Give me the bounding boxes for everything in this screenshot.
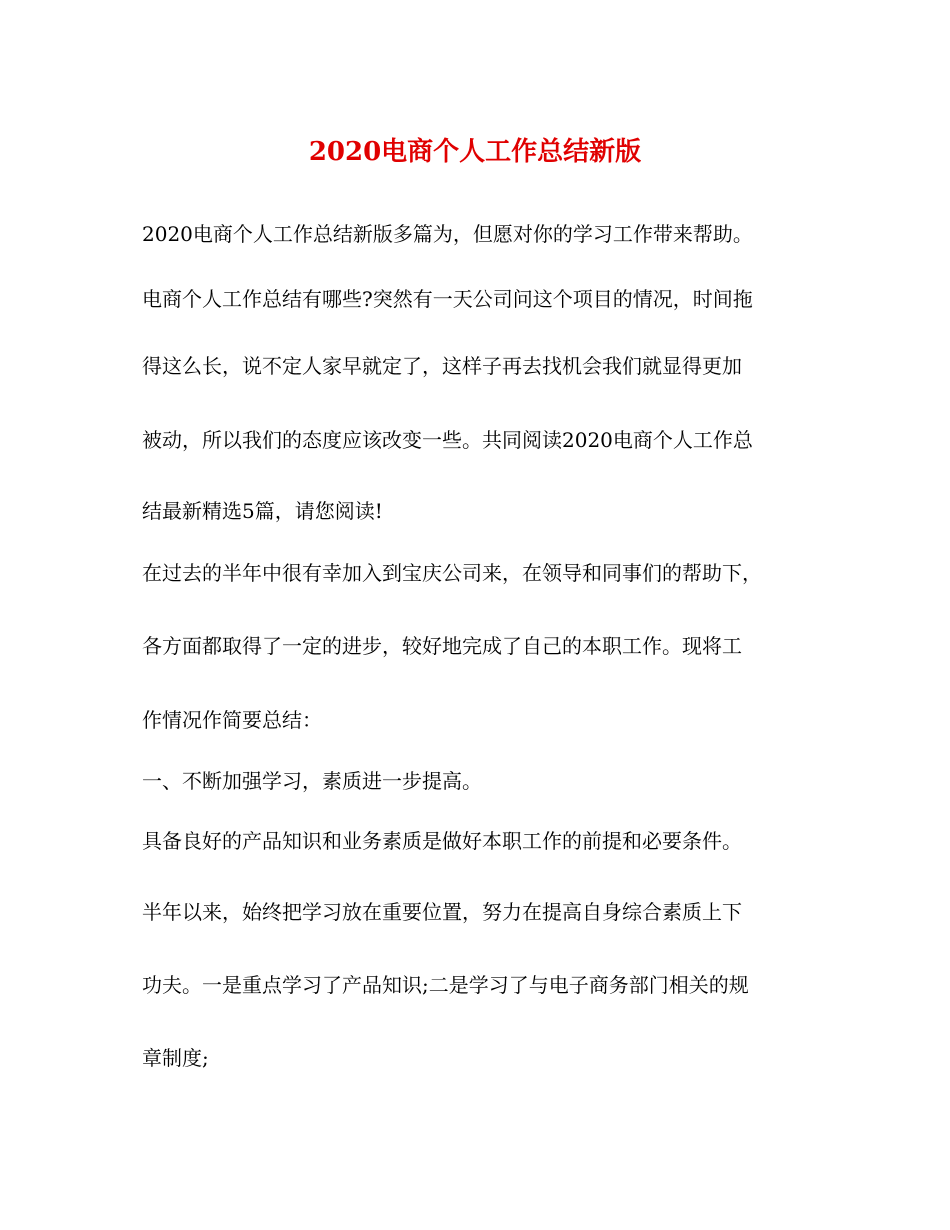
- body-line: 功夫。一是重点学习了产品知识;二是学习了与电子商务部门相关的规: [142, 973, 749, 997]
- body-line: 章制度;: [142, 1046, 209, 1070]
- body-line: 半年以来，始终把学习放在重要位置，努力在提高自身综合素质上下: [142, 900, 742, 924]
- body-line: 作情况作简要总结：: [142, 708, 322, 732]
- body-line: 得这么长，说不定人家早就定了，这样子再去找机会我们就显得更加: [142, 354, 742, 378]
- body-line: 各方面都取得了一定的进步，较好地完成了自己的本职工作。现将工: [142, 634, 742, 658]
- section-heading: 一、不断加强学习，素质进一步提高。: [142, 769, 482, 793]
- body-line-intro: 2020电商个人工作总结新版多篇为，但愿对你的学习工作带来帮助。: [142, 222, 753, 246]
- document-title: 2020电商个人工作总结新版: [308, 137, 642, 167]
- body-line: 结最新精选5篇，请您阅读!: [142, 499, 383, 523]
- body-line: 被动，所以我们的态度应该改变一些。共同阅读2020电商个人工作总: [142, 428, 753, 452]
- body-line: 在过去的半年中很有幸加入到宝庆公司来，在领导和同事们的帮助下，: [142, 561, 762, 585]
- body-line: 电商个人工作总结有哪些?突然有一天公司问这个项目的情况，时间拖: [142, 287, 753, 311]
- body-line: 具备良好的产品知识和业务素质是做好本职工作的前提和必要条件。: [142, 829, 742, 853]
